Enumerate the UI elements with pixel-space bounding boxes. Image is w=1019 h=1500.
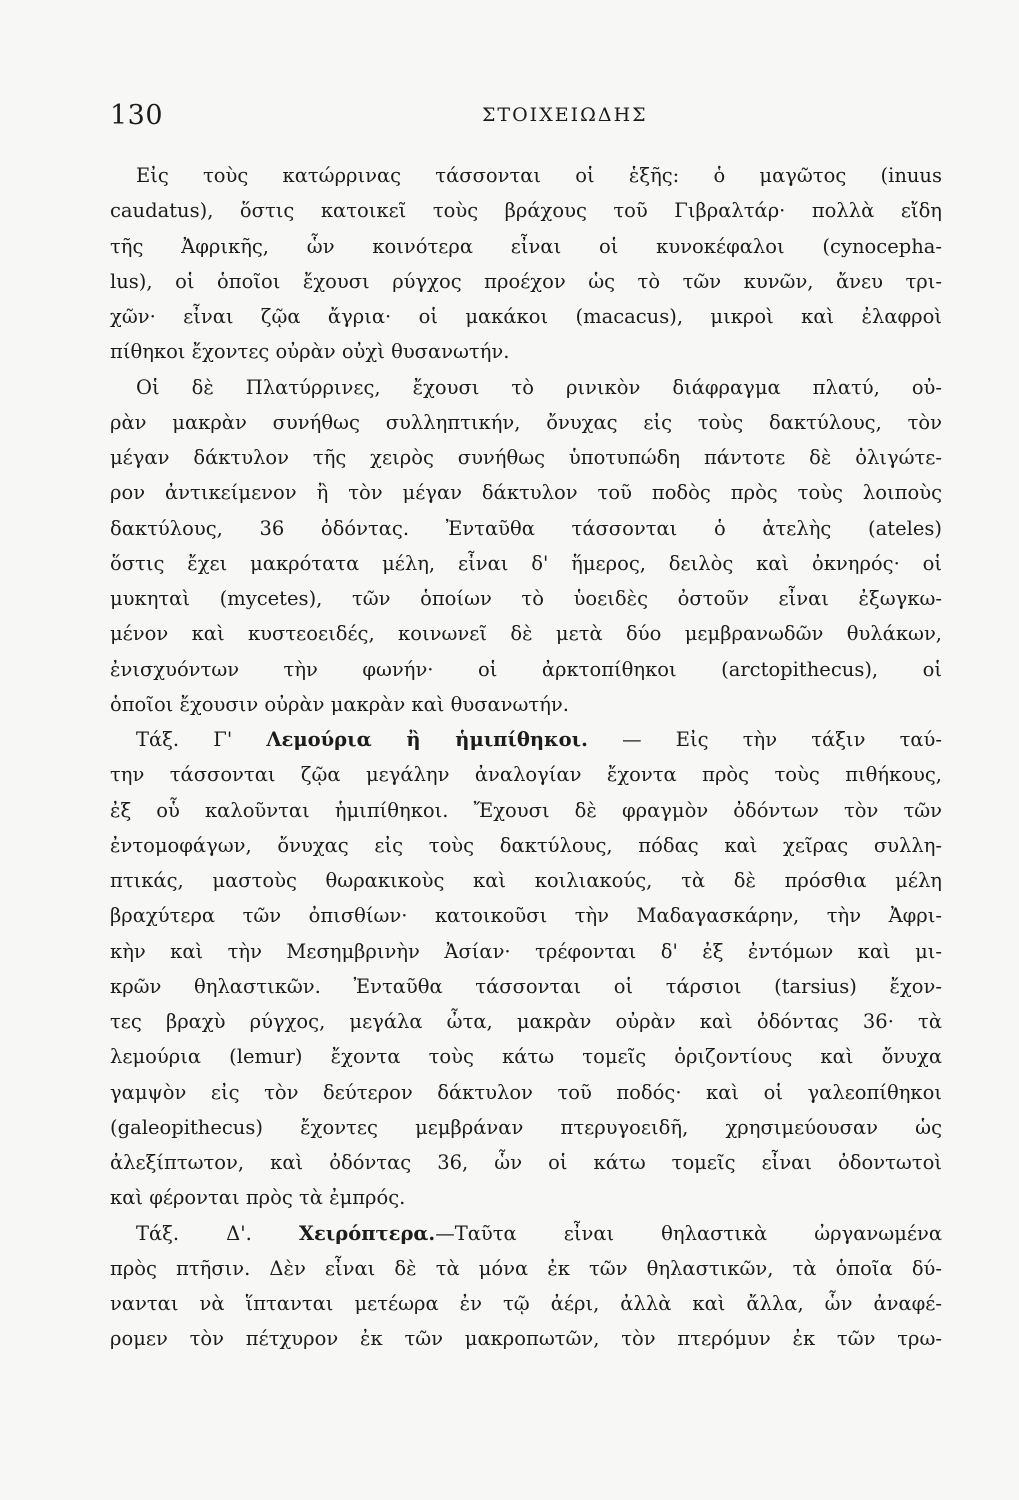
text-line: μένον καὶ κυστεοειδές, κοινωνεῖ δὲ μετὰ δύο μεμβρανωδῶν θυλάκων, <box>110 622 942 646</box>
section-text: —Ταῦτα εἶναι θηλαστικὰ ὠργανωμένα <box>435 1221 942 1245</box>
section-text: — Εἰς τὴν τάξιν ταύ- <box>622 728 943 751</box>
text-line: καὶ φέρονται πρὸς τὰ ἐμπρός. <box>110 1186 406 1210</box>
text-line: πίθηκοι ἔχοντες οὐρὰν οὐχὶ θυσανωτήν. <box>110 340 510 364</box>
text-line: κρῶν θηλαστικῶν. Ἐνταῦθα τάσσονται οἱ τάρσιοι (tarsius) ἔχον- <box>110 974 942 998</box>
text-line: ἀλεξίπτωτον, καὶ ὀδόντας 36, ὧν οἱ κάτω τομεῖς εἶναι ὀδοντωτοὶ <box>110 1151 942 1174</box>
text-line: ἐνισχυόντων τὴν φωνήν· οἱ ἀρκτοπίθηκοι (arctopithecus), οἱ <box>110 657 942 681</box>
section-heading-chiroptera <box>110 1216 942 1251</box>
text-line: ὁποῖοι ἔχουσιν οὐρὰν μακρὰν καὶ θυσανωτήν. <box>110 692 569 716</box>
body-text <box>110 158 942 1357</box>
section-title: Χειρόπτερα. <box>298 1221 436 1245</box>
text-line: ὅστις ἔχει μακρότατα μέλη, εἶναι δ' ἥμερος, δειλὸς καὶ ὀκνηρός· οἱ <box>110 551 942 575</box>
text-line: νανται νὰ ἵπτανται μετέωρα ἐν τῷ ἀέρι, ἀλλὰ καὶ ἄλλα, ὧν ἀναφέ- <box>110 1292 942 1315</box>
text-line: λεμούρια (lemur) ἔχοντα τοὺς κάτω τομεῖς ὁριζοντίους καὶ ὄνυχα <box>110 1045 942 1069</box>
page-number: 130 <box>110 100 164 131</box>
text-line: ρομεν τὸν πέτχυρον ἐκ τῶν μακροπωτῶν, τὸν πτερόμυν ἐκ τῶν τρω- <box>110 1327 942 1351</box>
text-line: τες βραχὺ ρύγχος, μεγάλα ὦτα, μακρὰν οὐρὰν καὶ ὀδόντας 36· τὰ <box>110 1010 942 1033</box>
text-line: πρὸς πτῆσιν. Δὲν εἶναι δὲ τὰ μόνα ἐκ τῶν θηλαστικῶν, τὰ ὁποῖα δύ- <box>110 1256 942 1280</box>
text-line: μυκηταὶ (mycetes), τῶν ὁποίων τὸ ὑοειδὲς ὀστοῦν εἶναι ἐξωγκω- <box>110 587 942 610</box>
text-line: την τάσσονται ζῷα μεγάλην ἀναλογίαν ἔχοντα πρὸς τοὺς πιθήκους, <box>110 763 942 787</box>
text-line: κὴν καὶ τὴν Μεσημβρινὴν Ἀσίαν· τρέφονται δ' ἐξ ἐντόμων καὶ μι- <box>110 939 942 963</box>
text-line: μέγαν δάκτυλον τῆς χειρὸς συνήθως ὑποτυπώδη πάντοτε δὲ ὀλιγώτε- <box>110 446 942 469</box>
page-header <box>110 100 940 136</box>
text-line: Εἰς τοὺς κατώρρινας τάσσονται οἱ ἑξῆς: ὁ μαγῶτος (inuus <box>136 164 942 187</box>
section-heading-lemuria <box>110 722 942 757</box>
text-line: τῆς Ἀφρικῆς, ὧν κοινότερα εἶναι οἱ κυνοκέφαλοι (cynocepha- <box>110 234 942 258</box>
text-line: ρὰν μακρὰν συνήθως συλληπτικήν, ὄνυχας εἰς τοὺς δακτύλους, τὸν <box>110 410 942 434</box>
text-line: (galeopithecus) ἔχοντες μεμβράναν πτερυγοειδῆ, χρησιμεύουσαν ὡς <box>110 1115 942 1139</box>
text-line: Οἱ δὲ Πλατύρρινες, ἔχουσι τὸ ρινικὸν διάφραγμα πλατύ, οὐ- <box>136 375 942 399</box>
text-line: ρον ἀντικείμενον ἢ τὸν μέγαν δάκτυλον τοῦ ποδὸς πρὸς τοὺς λοιποὺς <box>110 481 942 505</box>
text-line: βραχύτερα τῶν ὀπισθίων· κατοικοῦσι τὴν Μαδαγασκάρην, τὴν Ἀφρι- <box>110 904 942 928</box>
text-line: caudatus), ὅστις κατοικεῖ τοὺς βράχους τοῦ Γιβραλτάρ· πολλὰ εἴδη <box>110 199 942 223</box>
text-line: ἐντομοφάγων, ὄνυχας εἰς τοὺς δακτύλους, πόδας καὶ χεῖρας συλλη- <box>110 833 942 857</box>
text-line: lus), οἱ ὁποῖοι ἔχουσι ρύγχος προέχον ὡς τὸ τῶν κυνῶν, ἄνευ τρι- <box>110 269 942 293</box>
section-label: Τάξ. Δ'. <box>136 1221 252 1245</box>
text-line: πτικάς, μαστοὺς θωρακικοὺς καὶ κοιλιακούς, τὰ δὲ πρόσθια μέλη <box>110 869 942 892</box>
running-title: ΣΤΟΙΧΕΙΩΔΗΣ <box>482 104 648 126</box>
text-line: δακτύλους, 36 ὀδόντας. Ἐνταῦθα τάσσονται ὁ ἀτελὴς (ateles) <box>110 516 942 540</box>
text-line: ἐξ οὗ καλοῦνται ἡμιπίθηκοι. Ἔχουσι δὲ φραγμὸν ὀδόντων τὸν τῶν <box>110 798 942 822</box>
section-label: Τάξ. Γ' <box>136 728 233 751</box>
section-title: Λεμούρια ἢ ἡμιπίθηκοι. <box>266 728 588 751</box>
text-line: χῶν· εἶναι ζῷα ἄγρια· οἱ μακάκοι (macacus), μικροὶ καὶ ἐλαφροὶ <box>110 305 942 328</box>
text-line: γαμψὸν εἰς τὸν δεύτερον δάκτυλον τοῦ ποδός· καὶ οἱ γαλεοπίθηκοι <box>110 1080 942 1104</box>
